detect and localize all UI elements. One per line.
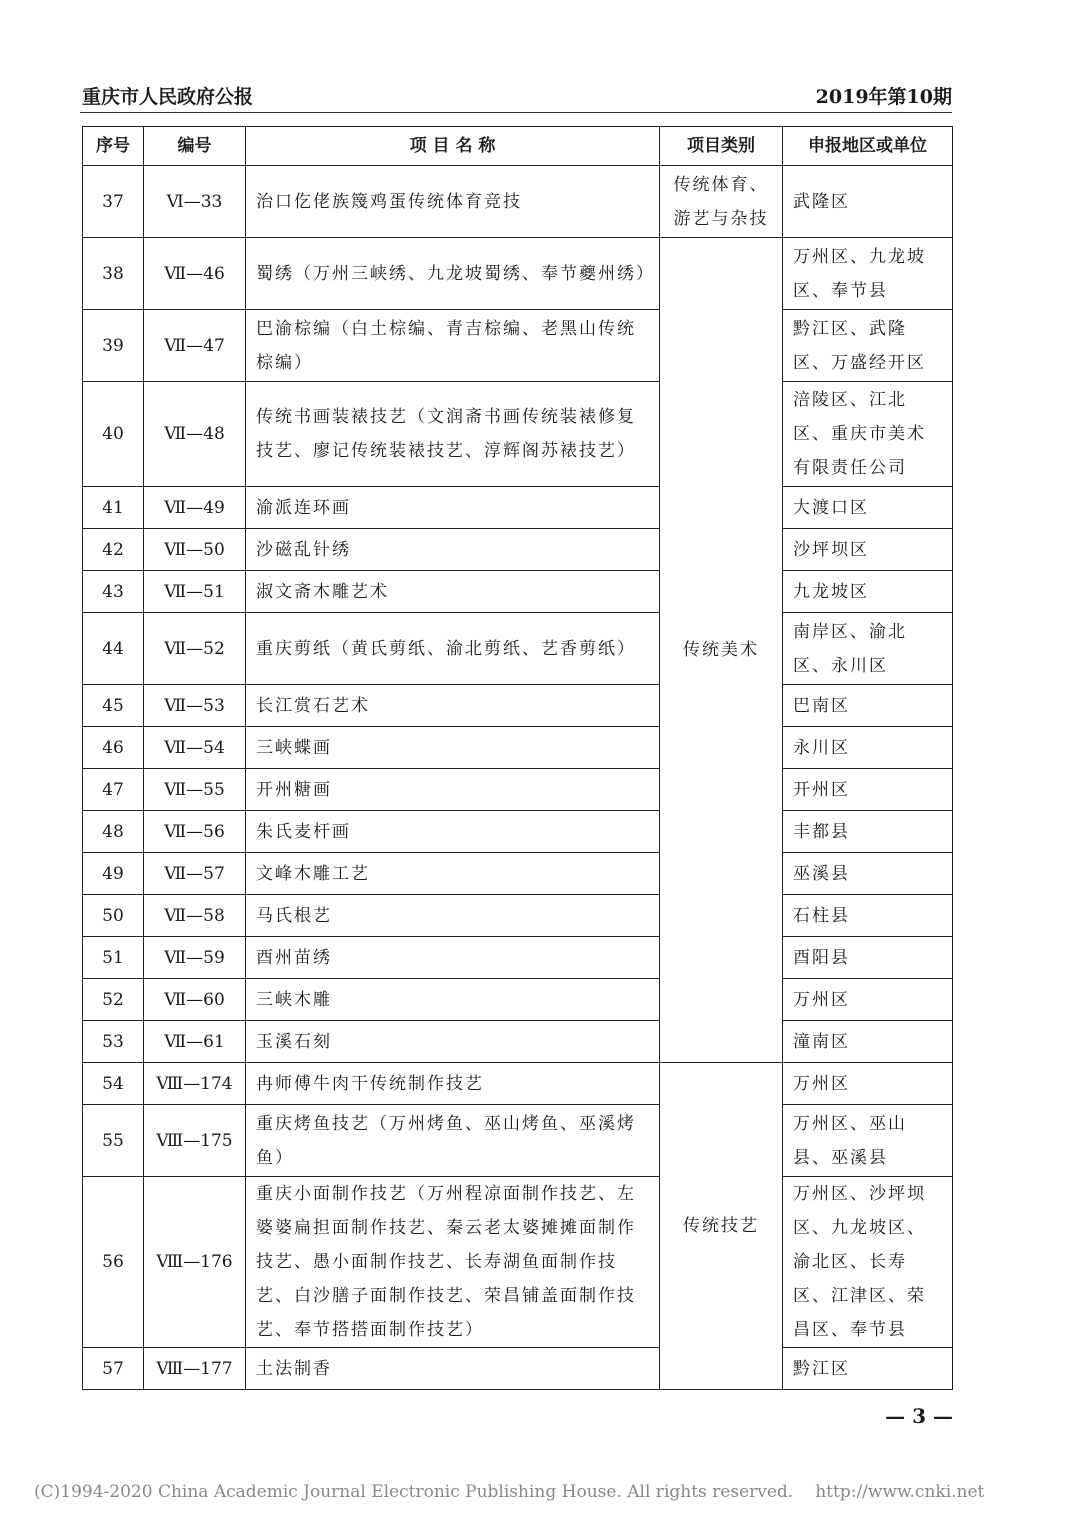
- row-number: 37: [83, 166, 144, 238]
- row-category: 传统体育、游艺与杂技: [660, 166, 783, 238]
- row-region: 石柱县: [783, 895, 953, 937]
- row-number: 56: [83, 1177, 144, 1348]
- row-project-name: 三峡蝶画: [246, 727, 660, 769]
- row-number: 41: [83, 487, 144, 529]
- table-row: [83, 613, 953, 685]
- row-project-name: 酉州苗绣: [246, 937, 660, 979]
- row-project-name: 三峡木雕: [246, 979, 660, 1021]
- row-number: 47: [83, 769, 144, 811]
- row-region: 黔江区、武隆区、万盛经开区: [783, 310, 953, 382]
- row-project-name: 马氏根艺: [246, 895, 660, 937]
- row-region: 武隆区: [783, 166, 953, 238]
- row-region: 九龙坡区: [783, 571, 953, 613]
- row-code: Ⅶ—54: [144, 727, 246, 769]
- row-code: Ⅶ—60: [144, 979, 246, 1021]
- row-code: Ⅶ—57: [144, 853, 246, 895]
- row-region: 万州区、沙坪坝区、九龙坡区、渝北区、长寿区、江津区、荣昌区、奉节县: [783, 1177, 953, 1348]
- table-row: [83, 853, 953, 895]
- row-project-name: 冉师傅牛肉干传统制作技艺: [246, 1063, 660, 1105]
- row-project-name: 长江赏石艺术: [246, 685, 660, 727]
- table-row: [83, 238, 953, 310]
- row-number: 50: [83, 895, 144, 937]
- table-row: [83, 727, 953, 769]
- row-region: 潼南区: [783, 1021, 953, 1063]
- row-code: Ⅶ—49: [144, 487, 246, 529]
- table-row: [83, 769, 953, 811]
- row-region: 涪陵区、江北区、重庆市美术有限责任公司: [783, 382, 953, 487]
- row-project-name: 沙磁乱针绣: [246, 529, 660, 571]
- row-region: 黔江区: [783, 1348, 953, 1390]
- table-header-row: [83, 127, 953, 166]
- table-row: [83, 571, 953, 613]
- row-region: 万州区、巫山县、巫溪县: [783, 1105, 953, 1177]
- row-project-name: 重庆小面制作技艺（万州程凉面制作技艺、左婆婆扁担面制作技艺、秦云老太婆摊摊面制作技艺、愚小面制作技艺、长寿湖鱼面制作技艺、白沙膳子面制作技艺、荣昌铺盖面制作技艺、奉节搭搭面制作技艺）: [246, 1177, 660, 1348]
- row-code: Ⅶ—59: [144, 937, 246, 979]
- row-project-name: 开州糖画: [246, 769, 660, 811]
- row-number: 46: [83, 727, 144, 769]
- table-row: [83, 811, 953, 853]
- row-code: Ⅶ—53: [144, 685, 246, 727]
- row-number: 52: [83, 979, 144, 1021]
- table-row: [83, 487, 953, 529]
- table-row: [83, 1348, 953, 1390]
- row-project-name: 治口仡佬族篾鸡蛋传统体育竞技: [246, 166, 660, 238]
- row-number: 39: [83, 310, 144, 382]
- page-number: — 3 —: [885, 1404, 953, 1428]
- table-row: [83, 166, 953, 238]
- row-number: 57: [83, 1348, 144, 1390]
- row-project-name: 朱氏麦杆画: [246, 811, 660, 853]
- row-number: 48: [83, 811, 144, 853]
- header-rule: [80, 112, 952, 113]
- row-code: Ⅶ—50: [144, 529, 246, 571]
- row-code: Ⅶ—55: [144, 769, 246, 811]
- row-region: 永川区: [783, 727, 953, 769]
- issue-number: 2019年第10期: [815, 86, 952, 108]
- row-number: 43: [83, 571, 144, 613]
- row-project-name: 土法制香: [246, 1348, 660, 1390]
- page-header: [82, 78, 952, 110]
- column-header-number: 序号: [83, 127, 144, 166]
- table-row: [83, 895, 953, 937]
- row-project-name: 蜀绣（万州三峡绣、九龙坡蜀绣、奉节夔州绣）: [246, 238, 660, 310]
- row-code: Ⅷ—175: [144, 1105, 246, 1177]
- row-code: Ⅶ—51: [144, 571, 246, 613]
- table-row: [83, 685, 953, 727]
- row-region: 开州区: [783, 769, 953, 811]
- row-project-name: 渝派连环画: [246, 487, 660, 529]
- row-region: 大渡口区: [783, 487, 953, 529]
- row-region: 万州区: [783, 979, 953, 1021]
- row-code: Ⅶ—56: [144, 811, 246, 853]
- row-number: 49: [83, 853, 144, 895]
- column-header-project-name: 项 目 名 称: [246, 127, 660, 166]
- row-number: 51: [83, 937, 144, 979]
- row-number: 55: [83, 1105, 144, 1177]
- table-row: [83, 1063, 953, 1105]
- footer-url: http://www.cnki.net: [815, 1482, 985, 1502]
- row-project-name: 文峰木雕工艺: [246, 853, 660, 895]
- publication-title: 重庆市人民政府公报: [82, 86, 254, 108]
- row-code: Ⅷ—174: [144, 1063, 246, 1105]
- table-row: [83, 1021, 953, 1063]
- table-row: [83, 979, 953, 1021]
- row-project-name: 玉溪石刻: [246, 1021, 660, 1063]
- row-code: Ⅶ—47: [144, 310, 246, 382]
- row-number: 38: [83, 238, 144, 310]
- row-number: 54: [83, 1063, 144, 1105]
- row-code: Ⅵ—33: [144, 166, 246, 238]
- row-region: 万州区、九龙坡区、奉节县: [783, 238, 953, 310]
- row-project-name: 淑文斋木雕艺术: [246, 571, 660, 613]
- row-project-name: 传统书画装裱技艺（文润斋书画传统装裱修复技艺、廖记传统装裱技艺、淳辉阁苏裱技艺）: [246, 382, 660, 487]
- table-row: [83, 1177, 953, 1348]
- row-region: 南岸区、渝北区、永川区: [783, 613, 953, 685]
- row-number: 40: [83, 382, 144, 487]
- table-row: [83, 310, 953, 382]
- row-number: 42: [83, 529, 144, 571]
- column-header-category: 项目类别: [660, 127, 783, 166]
- row-number: 44: [83, 613, 144, 685]
- row-region: 丰都县: [783, 811, 953, 853]
- row-region: 沙坪坝区: [783, 529, 953, 571]
- row-code: Ⅶ—58: [144, 895, 246, 937]
- category-crafts: 传统技艺: [660, 1063, 783, 1390]
- table-row: [83, 529, 953, 571]
- column-header-code: 编号: [144, 127, 246, 166]
- copyright-text: (C)1994-2020 China Academic Journal Electronic Publishing House. All rights reserved.: [34, 1482, 794, 1502]
- row-region: 巴南区: [783, 685, 953, 727]
- row-project-name: 巴渝棕编（白土棕编、青吉棕编、老黑山传统棕编）: [246, 310, 660, 382]
- row-region: 酉阳县: [783, 937, 953, 979]
- row-region: 万州区: [783, 1063, 953, 1105]
- row-code: Ⅶ—52: [144, 613, 246, 685]
- row-code: Ⅷ—176: [144, 1177, 246, 1348]
- row-region: 巫溪县: [783, 853, 953, 895]
- row-code: Ⅶ—46: [144, 238, 246, 310]
- table-row: [83, 937, 953, 979]
- row-code: Ⅶ—48: [144, 382, 246, 487]
- row-project-name: 重庆烤鱼技艺（万州烤鱼、巫山烤鱼、巫溪烤鱼）: [246, 1105, 660, 1177]
- row-code: Ⅶ—61: [144, 1021, 246, 1063]
- row-code: Ⅷ—177: [144, 1348, 246, 1390]
- category-fine-arts: 传统美术: [660, 238, 783, 1063]
- row-number: 53: [83, 1021, 144, 1063]
- table-row: [83, 1105, 953, 1177]
- table-row: [83, 382, 953, 487]
- row-number: 45: [83, 685, 144, 727]
- row-project-name: 重庆剪纸（黄氏剪纸、渝北剪纸、艺香剪纸）: [246, 613, 660, 685]
- copyright-footer: [34, 1482, 984, 1502]
- heritage-project-table: [82, 126, 953, 1390]
- column-header-region: 申报地区或单位: [783, 127, 953, 166]
